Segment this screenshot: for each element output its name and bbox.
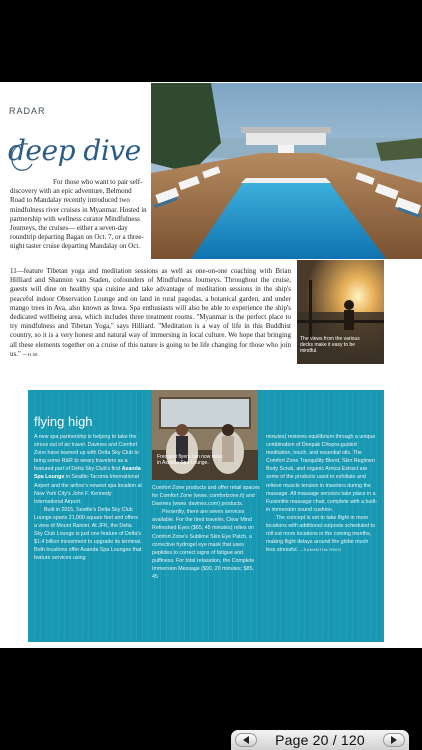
article-body-text: 11—feature Tibetan yoga and meditation sessions as well as one-on-one coaching with Brian Hilliard and Shannon van Staden, cofounders of Mindfulness Journeys. Throughout the cruise, guests will dine on healthy spa cuisine and take advantage of meditation sessions in the ship's peaceful indoor Observation Lounge and on land in rural pagodas, a botanical garden, and under mango trees in Ava, also known as Inwa. Spa enthusiasts will also be able to experience the ship's dedicated wellbeing area, which includes three treatment rooms. "Myanmar is the perfect place to try mindfulness and Tibetan Yoga," says Hilliard. "Meditation is a way of life in this Buddhist country, so it is a very honest and natural way of immersing in local culture. We hope that bringing all these elements together on a cruise of this nature is going to be life changing for those who join us." bbox=[10, 267, 291, 358]
article-title-text: deep dive bbox=[8, 134, 141, 167]
title-flourish-icon bbox=[6, 138, 46, 178]
side-photo-caption: The views from the various decks make it easy to be mindful. bbox=[300, 336, 360, 354]
inset-photo-caption: Frequent flyers can now relax in Asanda Spa Lounge. bbox=[157, 454, 223, 466]
sidebar-col1-paragraph-1 bbox=[34, 433, 142, 506]
sidebar-column-1 bbox=[34, 433, 142, 563]
chevron-left-icon bbox=[243, 736, 250, 744]
article-signature: —H.M. bbox=[22, 351, 40, 357]
sidebar-column-2 bbox=[152, 484, 260, 581]
chevron-right-icon bbox=[390, 736, 397, 744]
sidebar-col2-paragraph-2: Presently, there are seven services available. For the tired traveler, Clear Mind Refreshed Eyes ($65, 45 minutes) relies on Comfort Zone's Sublime Skin Eye Patch, a corrective hydrogel eye mask that uses peptides to correct signs of fatigue and puffiness. For total relaxation, the Complete Immersion Message ($90, 20 minutes; $85, 45 bbox=[152, 509, 255, 581]
sidebar-col2-paragraph-1: Comfort Zone products and offer retail spaces for Comfort Zone (www. comfortzone.it) and Davines (www. davines.com) products. bbox=[152, 485, 260, 508]
page-indicator: Page 20 / 120 bbox=[275, 732, 365, 748]
sidebar-col3-paragraph-1: minutes) restores equilibrium through a unique combination of Deepak Chopra-guided meditation, touch, and essential oils. The Comfort Zone Tranquility Blend, Skin Regimen Body Scrub, and organic Arnica Extract are some of the products used to exfoliate and relieve muscle tension in travelers during the massage. All massage services take place in a Fusionlite massage chair, complete with a built-in immersion sound cushion. bbox=[266, 434, 377, 513]
sidebar-col3-text: The concept is set to take flight in more locations with additional outposts scheduled to roll out more locations in the coming months, making flight delays around the globe much less stressful. bbox=[266, 514, 375, 554]
inset-photo-spa-lounge bbox=[152, 390, 258, 480]
previous-page-button[interactable] bbox=[235, 733, 257, 747]
article-title bbox=[8, 134, 141, 167]
sidebar-col3-paragraph-2 bbox=[266, 514, 378, 554]
sidebar-column-3 bbox=[266, 433, 378, 554]
page-navigation-bar bbox=[231, 730, 409, 750]
article-lead: For those who want to pair self-discovery with an epic adventure, Belmond Road to Mandalay recently introduced two mindfulness river cruises in Myanmar. Hosted in partnership with wellness curator Mindfulness Journeys, the cruises— either a seven-day roundtrip departing Bagan on Oct. 7, or a three-night taster cruise departing Mandalay on Oct. bbox=[10, 178, 147, 251]
article-body bbox=[10, 267, 291, 359]
sidebar-col1-text-b: in Seattle-Tacoma International Airport and the airline's newest spa location at New York City's John F. Kennedy International Airport. bbox=[34, 474, 142, 505]
section-label: RADAR bbox=[9, 106, 46, 116]
sidebar-signature: —SAMANTHA REED bbox=[299, 548, 342, 553]
sidebar-col1-bold: Asanda Spa Lounge bbox=[34, 466, 141, 481]
sidebar-title: flying high bbox=[34, 414, 93, 429]
sidebar-col1-text-a: A new spa partnership is helping to take the stress out of air travel. Davines and Comfort Zone have teamed up with Delta Sky Club to bring some R&R to weary travelers as a featured part of Delta Sky Club's first bbox=[34, 434, 139, 473]
sidebar-col1-paragraph-2: Built in 2015, Seattle's Delta Sky Club Lounge spans 21,000 square feet and offers a view of Mount Rainier. At JFK, the Delta Sky Club Lounge is just one feature of Delta's $1.4 billion investment to upgrade its terminal. Both locations offer Asanda Spa Lounges that feature services using bbox=[34, 506, 142, 562]
next-page-button[interactable] bbox=[383, 733, 405, 747]
hero-photo-cruise-deck bbox=[151, 83, 422, 259]
flying-high-sidebar bbox=[28, 390, 384, 642]
magazine-page[interactable] bbox=[0, 82, 422, 648]
